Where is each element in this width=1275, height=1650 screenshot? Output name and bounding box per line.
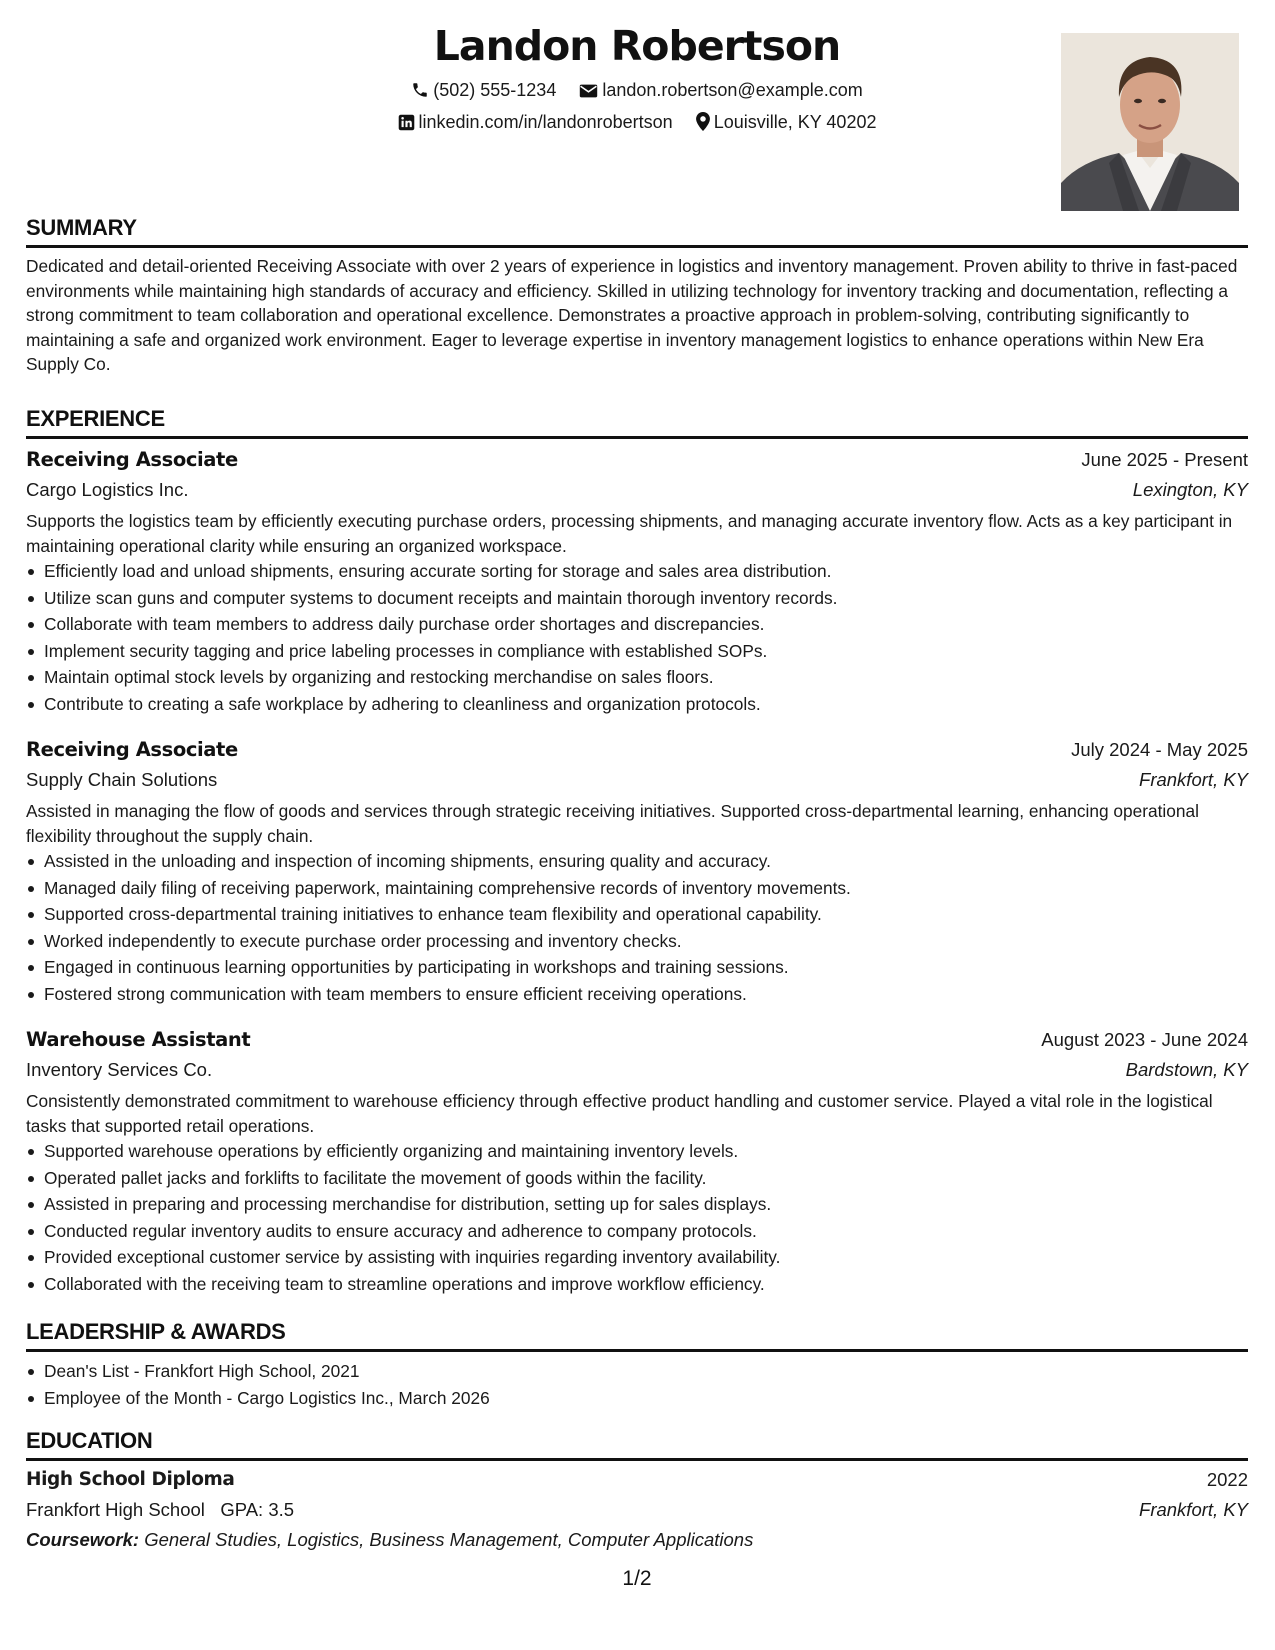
company-name: Cargo Logistics Inc. <box>26 479 189 500</box>
job-entry <box>26 735 1248 1008</box>
job-title: Receiving Associate <box>26 448 238 471</box>
coursework-label: Coursework: <box>26 1529 140 1550</box>
section-title: SUMMARY <box>26 215 137 240</box>
section-divider <box>26 436 1248 439</box>
school-line <box>26 1495 294 1525</box>
resume-header <box>26 22 1248 222</box>
degree-title: High School Diploma <box>26 1469 235 1490</box>
job-dates: July 2024 - May 2025 <box>1071 739 1248 760</box>
list-item: Operated pallet jacks and forklifts to facilitate the movement of goods within the facility. <box>44 1165 1248 1192</box>
job-entry <box>26 445 1248 718</box>
job-entry <box>26 1025 1248 1298</box>
linkedin-icon <box>398 114 415 131</box>
section-divider <box>26 245 1248 248</box>
list-item: Collaborated with the receiving team to streamline operations and improve workflow efficiency. <box>44 1271 1248 1298</box>
job-location: Lexington, KY <box>1132 479 1248 500</box>
section-title: EDUCATION <box>26 1428 153 1453</box>
coursework-text: General Studies, Logistics, Business Management, Computer Applications <box>144 1529 754 1550</box>
company-name: Inventory Services Co. <box>26 1059 213 1080</box>
list-item: Supported cross-departmental training initiatives to enhance team flexibility and operational capability. <box>44 901 1248 928</box>
education-location: Frankfort, KY <box>1139 1499 1248 1520</box>
page-number: 1/2 <box>622 1567 652 1590</box>
list-item: Contribute to creating a safe workplace by adhering to cleanliness and organization protocols. <box>44 691 1248 718</box>
list-item: Implement security tagging and price labeling processes in compliance with established SOPs. <box>44 638 1248 665</box>
job-bullets <box>26 848 1248 1008</box>
location-text: Louisville, KY 40202 <box>713 112 877 132</box>
job-description: Assisted in managing the flow of goods and services through strategic receiving initiatives. Supported cross-departmental learning, enhancing operational flexibility throughout the supply chain. <box>26 801 1199 846</box>
company-name: Supply Chain Solutions <box>26 769 218 790</box>
job-location: Bardstown, KY <box>1125 1059 1248 1080</box>
list-item: Maintain optimal stock levels by organizing and restocking merchandise on sales floors. <box>44 664 1248 691</box>
section-divider <box>26 1349 1248 1352</box>
awards-list <box>26 1358 1248 1411</box>
list-item: Efficiently load and unload shipments, ensuring accurate sorting for storage and sales area distribution. <box>44 558 1248 585</box>
list-item: Assisted in preparing and processing merchandise for distribution, setting up for sales displays. <box>44 1191 1248 1218</box>
list-item: Employee of the Month - Cargo Logistics Inc., March 2026 <box>44 1385 1248 1412</box>
linkedin-item[interactable] <box>398 112 673 133</box>
phone-item <box>411 80 556 101</box>
list-item: Collaborate with team members to address daily purchase order shortages and discrepancies. <box>44 611 1248 638</box>
list-item: Assisted in the unloading and inspection of incoming shipments, ensuring quality and accuracy. <box>44 848 1248 875</box>
list-item: Utilize scan guns and computer systems to document receipts and maintain thorough inventory records. <box>44 585 1248 612</box>
coursework-line <box>26 1525 1248 1555</box>
candidate-name: Landon Robertson <box>433 22 841 70</box>
experience-section <box>26 405 1248 439</box>
map-pin-icon <box>696 112 710 131</box>
list-item: Worked independently to execute purchase order processing and inventory checks. <box>44 928 1248 955</box>
location-item <box>696 112 877 133</box>
section-title: LEADERSHIP & AWARDS <box>26 1319 286 1344</box>
gpa: GPA: 3.5 <box>220 1499 295 1520</box>
resume-page <box>26 0 1248 1650</box>
list-item: Dean's List - Frankfort High School, 2021 <box>44 1358 1248 1385</box>
list-item: Supported warehouse operations by efficiently organizing and maintaining inventory levels. <box>44 1138 1248 1165</box>
envelope-icon <box>579 83 598 99</box>
phone-icon <box>411 81 429 99</box>
list-item: Conducted regular inventory audits to ensure accuracy and adherence to company protocols. <box>44 1218 1248 1245</box>
job-description: Supports the logistics team by efficiently executing purchase orders, processing shipments, and managing accurate inventory flow. Acts as a key participant in maintaining operational clarity while ensuring an organized workspace. <box>26 511 1233 556</box>
job-dates: June 2025 - Present <box>1081 449 1248 470</box>
section-divider <box>26 1458 1248 1461</box>
phone-text: (502) 555-1234 <box>433 80 557 100</box>
summary-text: Dedicated and detail-oriented Receiving Associate with over 2 years of experience in logistics and inventory management. Proven ability to thrive in fast-paced environments while maintaining high standards of accuracy and efficiency. Skilled in utilizing technology for inventory tracking and documentation, reflecting a strong commitment to team collaboration and operational excellence. Demonstrates a proactive approach in problem-solving, contributing significantly to maintaining a safe and organized work environment. Eager to leverage expertise in inventory management logistics to enhance operations within New Era Supply Co. <box>26 256 1238 375</box>
job-location: Frankfort, KY <box>1139 769 1248 790</box>
school-name: Frankfort High School <box>26 1499 205 1520</box>
job-title: Warehouse Assistant <box>26 1028 251 1051</box>
summary-section <box>26 214 1248 377</box>
linkedin-text: linkedin.com/in/landonrobertson <box>418 112 673 132</box>
education-year: 2022 <box>1206 1469 1248 1490</box>
list-item: Provided exceptional customer service by assisting with inquiries regarding inventory availability. <box>44 1244 1248 1271</box>
email-text: landon.robertson@example.com <box>602 80 863 100</box>
job-description: Consistently demonstrated commitment to warehouse efficiency through effective product handling and customer service. Played a vital role in the logistical tasks that supported retail operations. <box>26 1091 1213 1136</box>
list-item: Fostered strong communication with team members to ensure efficient receiving operations. <box>44 981 1248 1008</box>
profile-photo <box>1061 33 1239 211</box>
email-item[interactable] <box>579 80 862 101</box>
job-dates: August 2023 - June 2024 <box>1041 1029 1248 1050</box>
section-title: EXPERIENCE <box>26 406 165 431</box>
list-item: Managed daily filing of receiving paperwork, maintaining comprehensive records of inventory movements. <box>44 875 1248 902</box>
awards-section <box>26 1318 1248 1411</box>
education-section <box>26 1427 1248 1555</box>
job-title: Receiving Associate <box>26 738 238 761</box>
job-bullets <box>26 558 1248 718</box>
list-item: Engaged in continuous learning opportunities by participating in workshops and training sessions. <box>44 954 1248 981</box>
job-bullets <box>26 1138 1248 1298</box>
